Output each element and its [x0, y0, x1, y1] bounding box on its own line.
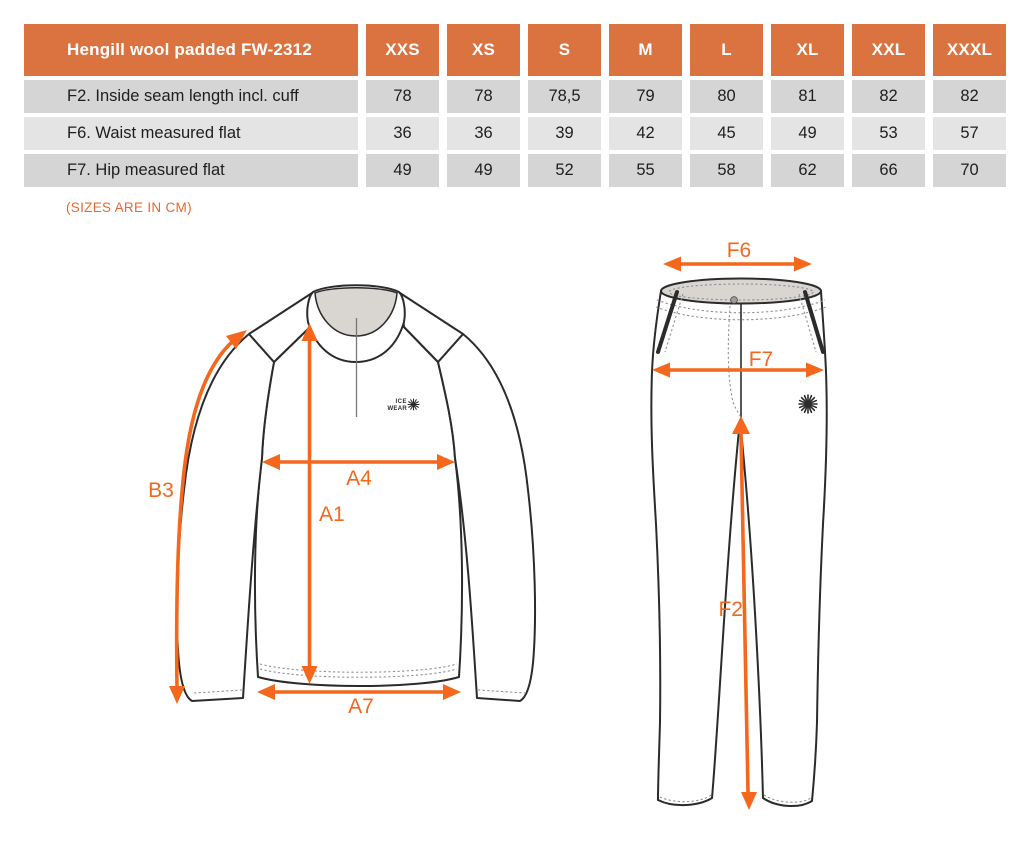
table-cell-value: 55	[609, 154, 682, 187]
table-cell-value: 78	[366, 80, 439, 113]
measurement-label-a1: A1	[319, 503, 345, 526]
table-cell-value: 62	[771, 154, 844, 187]
table-cell-value: 39	[528, 117, 601, 150]
table-cell-value: 42	[609, 117, 682, 150]
measurement-label-f6: F6	[726, 239, 752, 262]
table-cell-value: 45	[690, 117, 763, 150]
b3-arrowhead-bottom	[169, 686, 185, 704]
waist-button	[731, 297, 738, 304]
measurement-label-f7: F7	[748, 348, 774, 371]
table-cell-value: 78,5	[528, 80, 601, 113]
pants-drawing	[651, 279, 826, 807]
table-row-label: F6. Waist measured flat	[24, 117, 358, 150]
table-product-title: Hengill wool padded FW-2312	[24, 24, 358, 76]
table-cell-value: 36	[447, 117, 520, 150]
measurement-label-a4: A4	[346, 467, 372, 490]
table-cell-value: 52	[528, 154, 601, 187]
waist-opening	[661, 279, 821, 304]
pants-diagram	[628, 238, 842, 830]
icewear-snowflake-icon	[799, 395, 817, 413]
logo-text-line2: WEAR	[387, 406, 407, 412]
logo-text-line1: ICE	[395, 399, 407, 405]
table-size-header-xxs: XXS	[366, 24, 439, 76]
table-cell-value: 80	[690, 80, 763, 113]
measurement-label-a7: A7	[348, 695, 374, 718]
sweater-diagram	[140, 258, 560, 720]
table-cell-value: 53	[852, 117, 925, 150]
table-size-header-xs: XS	[447, 24, 520, 76]
table-cell-value: 81	[771, 80, 844, 113]
size-table	[24, 24, 1006, 187]
f6-arrowhead-left	[663, 257, 681, 272]
sweater-drawing	[177, 285, 535, 701]
sweater-body	[255, 327, 462, 686]
table-row-label: F2. Inside seam length incl. cuff	[24, 80, 358, 113]
table-size-header-m: M	[609, 24, 682, 76]
a7-arrowhead-right	[443, 684, 461, 700]
f6-arrowhead-right	[794, 257, 812, 272]
measurement-label-b3: B3	[148, 479, 174, 502]
table-size-header-xxl: XXL	[852, 24, 925, 76]
table-row-label: F7. Hip measured flat	[24, 154, 358, 187]
table-cell-value: 82	[933, 80, 1006, 113]
units-note: (SIZES ARE IN CM)	[66, 200, 192, 215]
table-cell-value: 66	[852, 154, 925, 187]
table-cell-value: 82	[852, 80, 925, 113]
table-cell-value: 57	[933, 117, 1006, 150]
table-size-header-s: S	[528, 24, 601, 76]
table-size-header-l: L	[690, 24, 763, 76]
table-cell-value: 49	[447, 154, 520, 187]
a7-arrowhead-left	[257, 684, 275, 700]
measurement-label-f2: F2	[718, 598, 743, 621]
table-size-header-xxxl: XXXL	[933, 24, 1006, 76]
table-cell-value: 36	[366, 117, 439, 150]
table-cell-value: 78	[447, 80, 520, 113]
table-size-header-xl: XL	[771, 24, 844, 76]
table-cell-value: 58	[690, 154, 763, 187]
table-cell-value: 49	[366, 154, 439, 187]
table-cell-value: 49	[771, 117, 844, 150]
f2-arrowhead-bottom	[741, 792, 757, 810]
table-cell-value: 70	[933, 154, 1006, 187]
table-cell-value: 79	[609, 80, 682, 113]
